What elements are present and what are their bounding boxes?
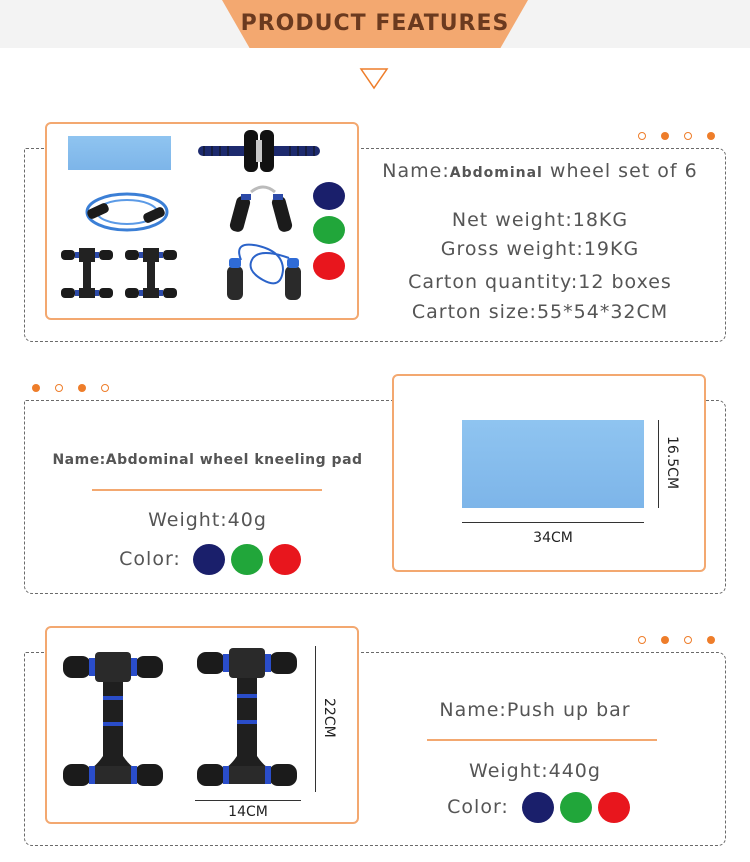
- section-bar-dots: [638, 636, 715, 644]
- pad-height-line: [658, 420, 659, 508]
- dot: [661, 132, 669, 140]
- color-swatch-green: [313, 216, 345, 244]
- bar-width-dim: 14CM: [228, 804, 268, 820]
- set-net-weight: Net weight:18KG: [451, 209, 629, 231]
- hand-grip-image: [223, 182, 303, 238]
- bar-width-line: [195, 800, 301, 801]
- color-swatch-green: [231, 544, 263, 575]
- pad-color-label: Color:: [119, 548, 181, 570]
- dot: [707, 636, 715, 644]
- dot: [684, 132, 692, 140]
- dot: [78, 384, 86, 392]
- resistance-band-image: [79, 186, 174, 238]
- color-swatch-red: [269, 544, 301, 575]
- pad-weight: Weight:40g: [148, 509, 267, 531]
- set-carton-quantity: Carton quantity:12 boxes: [408, 271, 672, 293]
- color-swatch-green: [560, 792, 592, 823]
- color-swatch-navy: [193, 544, 225, 575]
- down-arrow-icon: [359, 67, 389, 91]
- pad-product-card: [392, 374, 706, 572]
- pad-height-dim: 16.5CM: [664, 436, 680, 490]
- bar-height-dim: 22CM: [321, 698, 337, 738]
- color-swatch-red: [598, 792, 630, 823]
- bar-height-line: [315, 646, 316, 792]
- dot: [684, 636, 692, 644]
- section-pad-dots: [32, 384, 109, 392]
- pad-name: Name:Abdominal wheel kneeling pad: [52, 452, 363, 468]
- pushup-bars-image: [59, 638, 307, 800]
- color-swatch-navy: [522, 792, 554, 823]
- kneeling-pad-image: [68, 136, 171, 170]
- set-carton-size: Carton size:55*54*32CM: [411, 301, 669, 323]
- header-title: PRODUCT FEATURES: [240, 11, 510, 36]
- bar-divider: [427, 739, 657, 741]
- bar-color-label: Color:: [447, 796, 509, 818]
- mini-pushup-bars-image: [59, 244, 184, 306]
- color-swatch-navy: [313, 182, 345, 210]
- bar-name: Name:Push up bar: [439, 699, 631, 721]
- set-name: [360, 160, 720, 182]
- section-set-dots: [638, 132, 715, 140]
- dot: [101, 384, 109, 392]
- pad-width-dim: 34CM: [533, 530, 573, 546]
- dot: [638, 636, 646, 644]
- pad-divider: [92, 489, 322, 491]
- bar-weight: Weight:440g: [469, 760, 601, 782]
- bar-product-card: [45, 626, 359, 824]
- dot: [638, 132, 646, 140]
- set-name-small: Abdominal: [449, 165, 543, 181]
- jump-rope-image: [223, 240, 307, 308]
- dot: [661, 636, 669, 644]
- dot: [32, 384, 40, 392]
- set-name-rest: wheel set of 6: [542, 160, 698, 182]
- dot: [707, 132, 715, 140]
- set-name-label: Name:: [382, 160, 450, 182]
- pad-width-line: [462, 522, 644, 523]
- dot: [55, 384, 63, 392]
- set-product-card: [45, 122, 359, 320]
- color-swatch-red: [313, 252, 345, 280]
- set-gross-weight: Gross weight:19KG: [440, 238, 640, 260]
- ab-wheel-image: [194, 126, 324, 176]
- kneeling-pad-image: [462, 420, 644, 508]
